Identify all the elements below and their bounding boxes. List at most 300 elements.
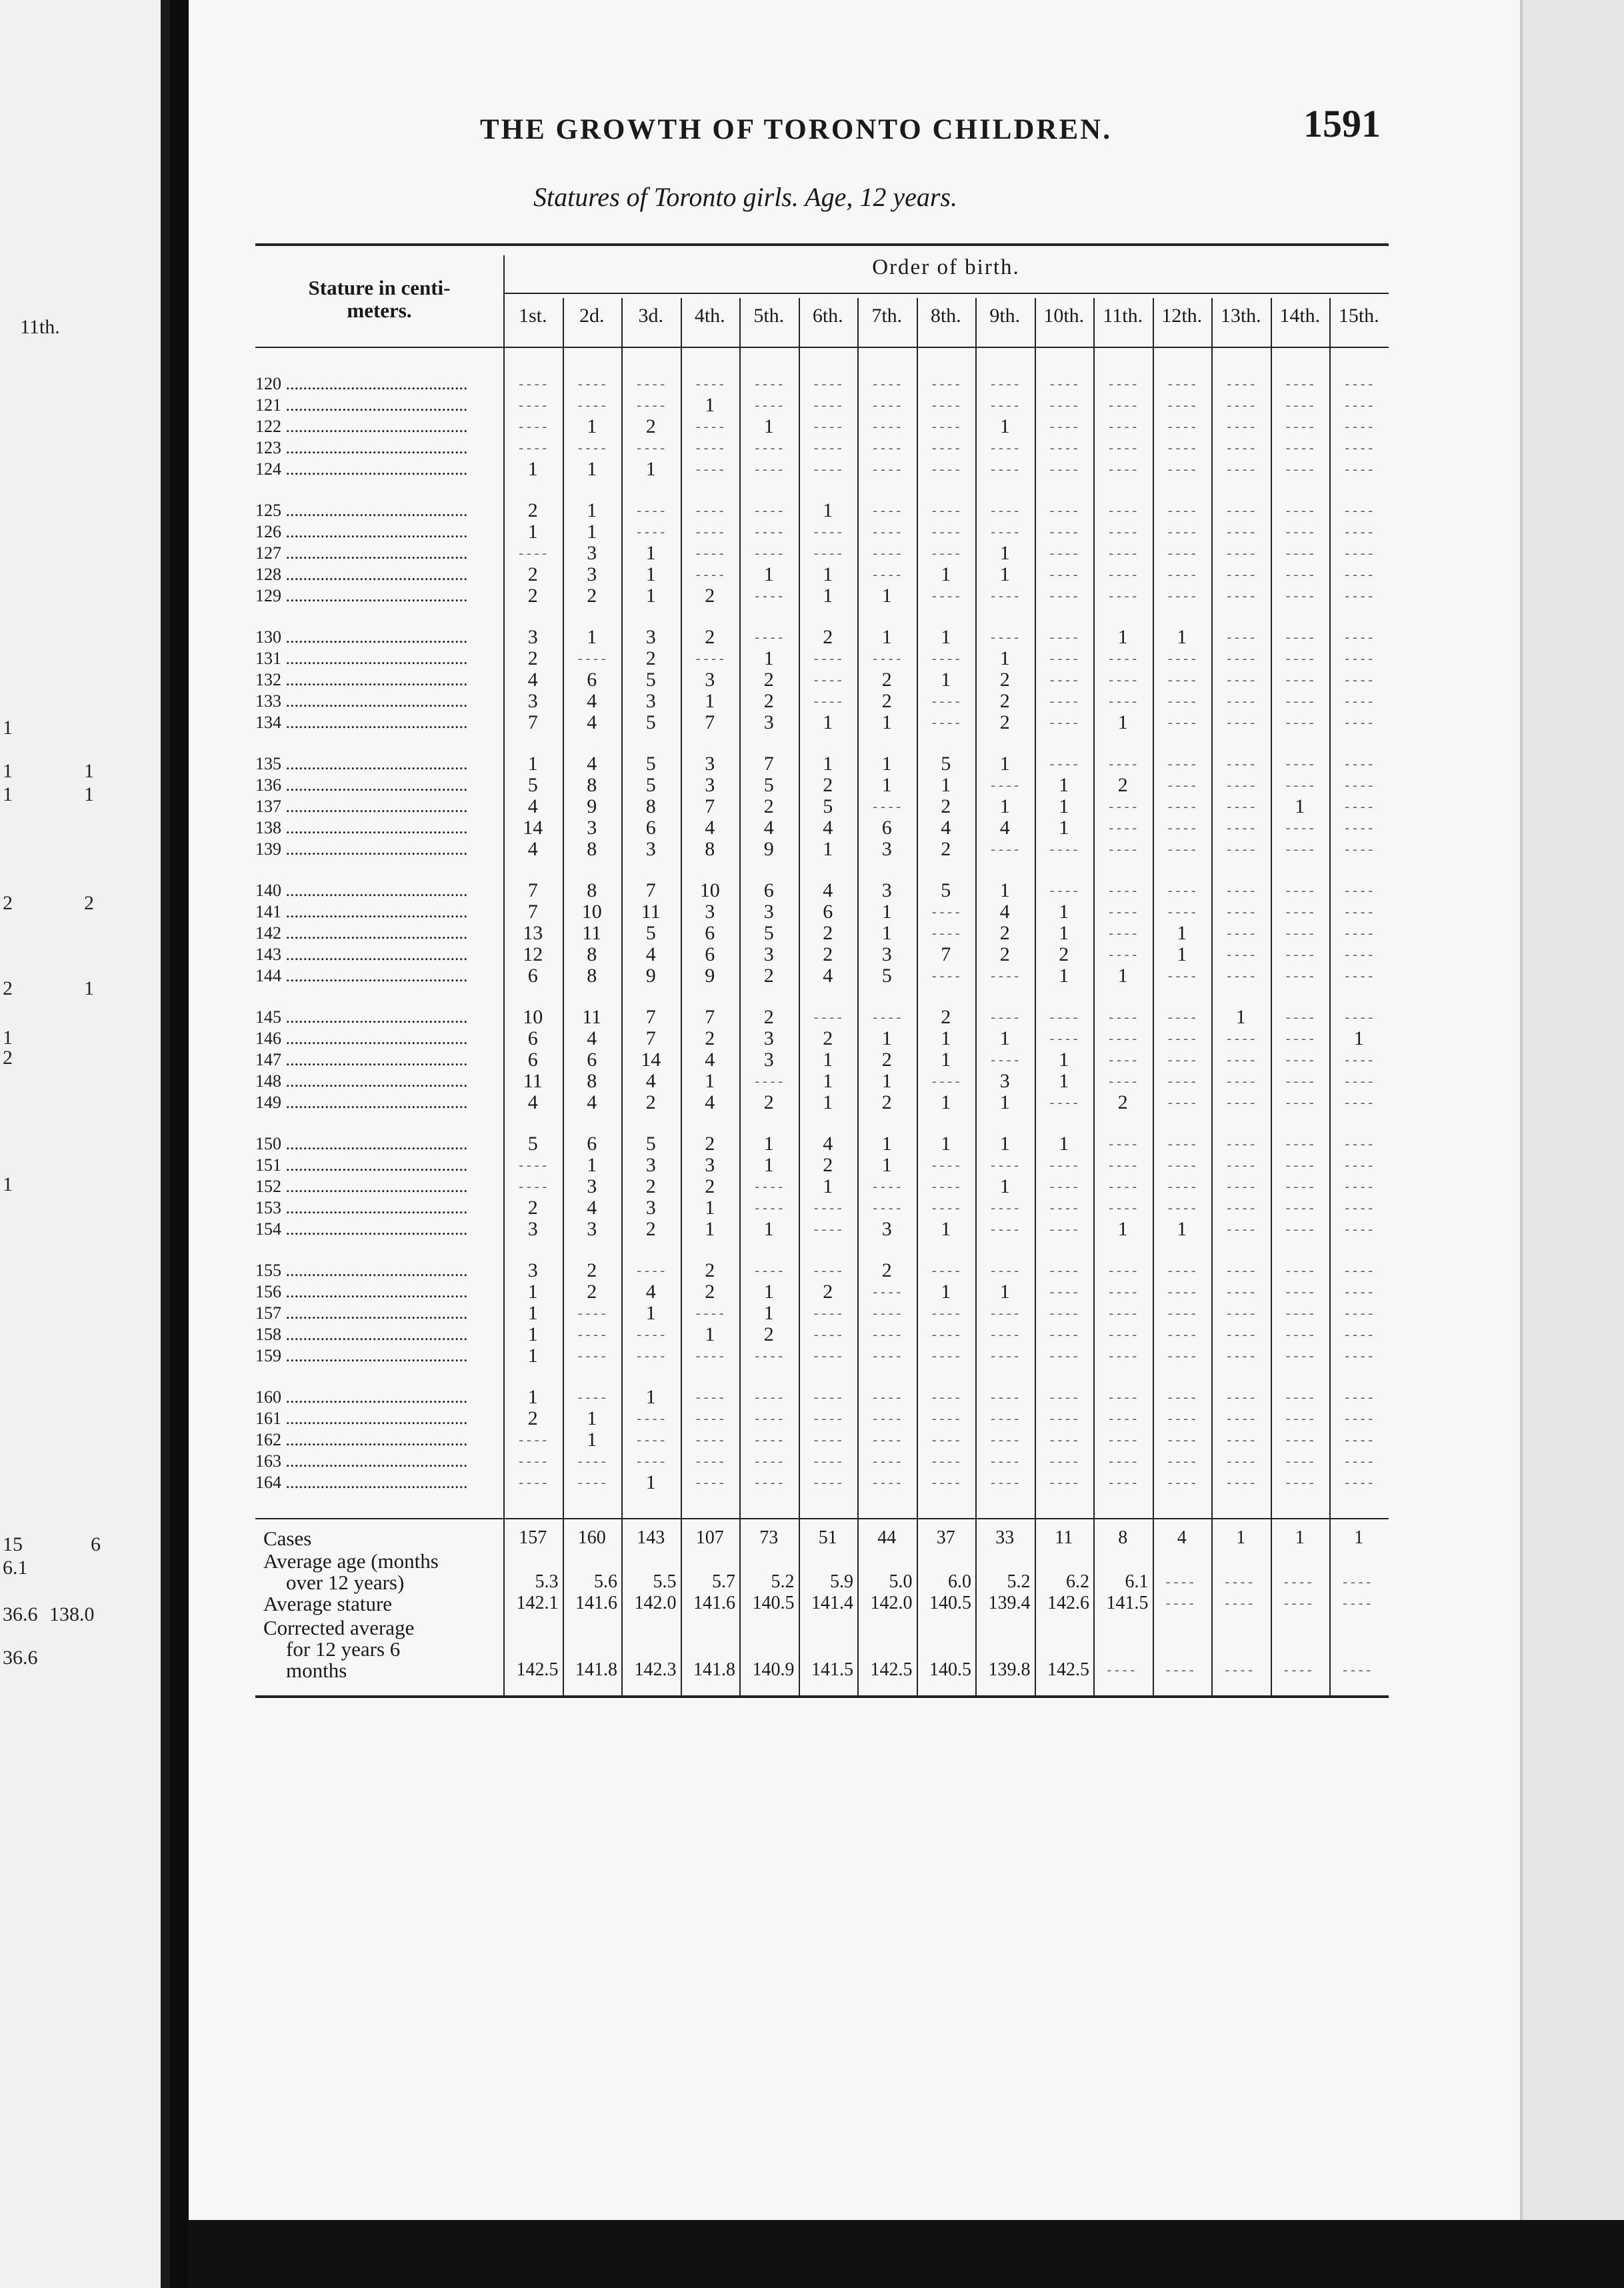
table-cell: 5 [645, 753, 656, 775]
table-cell: - - - - [813, 1390, 842, 1405]
table-cell: - - - - [1227, 883, 1255, 898]
table-cell: - - - - [1227, 1201, 1255, 1215]
table-cell: 1 [1059, 1133, 1069, 1155]
summary-cases-cell: 160 [577, 1527, 606, 1548]
table-cell: - - - - [1109, 757, 1137, 771]
table-cell: 3 [881, 1218, 892, 1240]
row-label [255, 753, 502, 775]
summary-avg-age-cell: - - - - [1343, 1575, 1371, 1589]
table-cell: - - - - [1227, 651, 1255, 666]
row-label [255, 437, 502, 459]
table-cell: - - - - [695, 419, 724, 434]
leader-dots: .......................................... [281, 1430, 468, 1449]
table-cell: 7 [527, 879, 538, 901]
table-cell: - - - - [1345, 673, 1373, 687]
table-cell: - - - - [1345, 1349, 1373, 1363]
table-cell: - - - - [1345, 1010, 1373, 1025]
table-cell: - - - - [1227, 419, 1255, 434]
table-cell: 2 [645, 415, 656, 437]
table-cell: 11 [641, 901, 661, 923]
table-cell: 1 [881, 901, 892, 923]
table-cell: 2 [705, 1133, 715, 1155]
table-cell: - - - - [755, 1349, 783, 1363]
table-cell: - - - - [813, 1263, 842, 1278]
table-cell: - - - - [1285, 947, 1314, 962]
table-cell: - - - - [1285, 377, 1314, 391]
table-cell: - - - - [873, 441, 901, 455]
leader-dots: .......................................... [281, 923, 468, 943]
table-cell: - - - - [931, 419, 960, 434]
table-cell: - - - - [1285, 1010, 1314, 1025]
table-cell: - - - - [1227, 377, 1255, 391]
table-cell: 4 [527, 1091, 538, 1113]
summary-avg-stature-cell: 142.6 [1047, 1593, 1089, 1613]
summary-avg-age-cell: 5.2 [1007, 1571, 1031, 1592]
leader-dots: .......................................... [281, 565, 468, 584]
summary-avg-stature-cell: - - - - [1225, 1596, 1253, 1611]
table-cell: - - - - [1167, 1411, 1196, 1426]
table-cell: - - - - [1109, 926, 1137, 941]
table-cell: 6 [823, 901, 833, 923]
leader-dots: .......................................... [281, 754, 468, 773]
summary-avg-stature-cell: - - - - [1165, 1596, 1194, 1611]
row-label [255, 1260, 502, 1281]
table-cell: - - - - [1227, 1222, 1255, 1237]
table-cell: 3 [999, 1070, 1010, 1092]
table-cell: - - - - [1109, 462, 1137, 477]
table-cell: - - - - [519, 377, 547, 391]
table-cell: - - - - [1285, 673, 1314, 687]
table-cell: 1 [941, 1133, 951, 1155]
table-cell: 1 [1059, 774, 1069, 796]
table-cell: 7 [527, 901, 538, 923]
table-cell: - - - - [1049, 1327, 1078, 1342]
table-cell: - - - - [873, 1411, 901, 1426]
table-cell: 3 [645, 1154, 656, 1176]
bottom-rule [255, 1695, 1389, 1698]
table-cell: - - - - [1285, 525, 1314, 539]
table-cell: - - - - [931, 525, 960, 539]
table-cell: 1 [645, 1386, 656, 1408]
left-fragment: 1 [3, 1027, 13, 1049]
table-cell: - - - - [1167, 1390, 1196, 1405]
leader-dots: .......................................... [281, 1219, 468, 1239]
table-cell: 1 [1117, 965, 1128, 987]
table-cell: 1 [881, 1154, 892, 1176]
table-cell: - - - - [1227, 821, 1255, 835]
table-cell: 1 [941, 669, 951, 691]
table-cell: - - - - [637, 377, 665, 391]
table-cell: - - - - [1167, 715, 1196, 730]
table-cell: - - - - [1285, 1053, 1314, 1067]
table-cell: - - - - [1285, 1306, 1314, 1321]
table-cell: 7 [705, 1006, 715, 1028]
table-cell: - - - - [1109, 883, 1137, 898]
table-cell: - - - - [1049, 419, 1078, 434]
table-cell: - - - - [695, 1433, 724, 1447]
table-cell: - - - - [991, 1411, 1019, 1426]
row-label [255, 839, 502, 860]
binding-gap [170, 0, 189, 2288]
table-cell: - - - - [1109, 905, 1137, 919]
table-cell: 1 [881, 626, 892, 648]
table-cell: - - - - [1167, 1433, 1196, 1447]
table-cell: - - - - [1227, 926, 1255, 941]
leader-dots: .......................................... [281, 797, 468, 816]
row-label [255, 521, 502, 543]
table-cell: - - - - [1049, 503, 1078, 518]
table-cell: 1 [1059, 965, 1069, 987]
table-cell: 5 [527, 1133, 538, 1155]
table-cell: 8 [587, 879, 597, 901]
stub-heading-text: Stature in centi- meters. [308, 276, 451, 322]
table-cell: 7 [527, 711, 538, 733]
table-cell: - - - - [1109, 567, 1137, 582]
summary-avg-stature-cell: - - - - [1343, 1596, 1371, 1611]
table-cell: - - - - [1049, 651, 1078, 666]
table-cell: 1 [587, 521, 597, 543]
stature-value: 162 [255, 1430, 281, 1449]
row-label [255, 1028, 502, 1049]
table-cell: 7 [705, 711, 715, 733]
table-cell: - - - - [1345, 694, 1373, 709]
table-cell: 1 [999, 1175, 1010, 1197]
table-cell: - - - - [1227, 525, 1255, 539]
stature-value: 131 [255, 649, 281, 668]
summary-avg-age-cell: 5.0 [889, 1571, 913, 1592]
table-cell: - - - - [1285, 462, 1314, 477]
table-cell: 2 [587, 1281, 597, 1303]
table-cell: - - - - [813, 1454, 842, 1469]
table-cell: - - - - [1345, 1475, 1373, 1490]
summary-cases-cell: 1 [1354, 1527, 1364, 1548]
table-cell: 3 [527, 1218, 538, 1240]
table-cell: 2 [823, 1027, 833, 1049]
table-cell: 3 [705, 774, 715, 796]
table-cell: 5 [941, 753, 951, 775]
table-cell: - - - - [813, 1222, 842, 1237]
table-cell: 6 [587, 1133, 597, 1155]
table-cell: - - - - [1285, 1095, 1314, 1110]
table-cell: - - - - [813, 673, 842, 687]
table-cell: - - - - [1345, 377, 1373, 391]
row-label [255, 373, 502, 395]
table-cell: - - - - [873, 1454, 901, 1469]
summary-avg-age-cell: - - - - [1225, 1575, 1253, 1589]
table-cell: - - - - [519, 1179, 547, 1194]
table-cell: 1 [999, 542, 1010, 564]
table-cell: - - - - [1227, 1263, 1255, 1278]
table-cell: 2 [763, 795, 774, 817]
table-cell: - - - - [1285, 1031, 1314, 1046]
table-cell: - - - - [695, 525, 724, 539]
table-cell: 1 [1117, 1218, 1128, 1240]
table-cell: 10 [699, 879, 720, 901]
table-cell: 1 [1059, 901, 1069, 923]
table-cell: 1 [527, 1281, 538, 1303]
table-cell: - - - - [695, 1454, 724, 1469]
table-cell: 5 [645, 922, 656, 944]
table-cell: - - - - [1167, 969, 1196, 983]
table-cell: 8 [587, 965, 597, 987]
table-cell: - - - - [1345, 757, 1373, 771]
table-cell: 8 [705, 838, 715, 860]
summary-cases-cell: 73 [759, 1527, 779, 1548]
table-cell: - - - - [1227, 1137, 1255, 1151]
table-cell: - - - - [931, 1074, 960, 1089]
table-cell: - - - - [1345, 546, 1373, 561]
column-header: 12th. [1161, 305, 1203, 327]
table-cell: - - - - [1227, 673, 1255, 687]
summary-cases-cell: 33 [995, 1527, 1015, 1548]
table-cell: - - - - [1049, 1349, 1078, 1363]
stature-value: 133 [255, 691, 281, 711]
table-cell: - - - - [695, 567, 724, 582]
table-cell: - - - - [991, 1327, 1019, 1342]
table-cell: - - - - [1285, 926, 1314, 941]
table-cell: 1 [1177, 943, 1187, 965]
leader-dots: .......................................... [281, 966, 468, 985]
summary-avg-age-cell: 6.1 [1125, 1571, 1149, 1592]
table-cell: - - - - [1227, 1390, 1255, 1405]
table-cell: 2 [705, 585, 715, 607]
table-cell: - - - - [1049, 1411, 1078, 1426]
table-cell: - - - - [1227, 969, 1255, 983]
table-cell: 9 [705, 965, 715, 987]
row-label [255, 901, 502, 923]
summary-avg-stature-cell: 141.6 [575, 1593, 617, 1613]
stature-value: 121 [255, 395, 281, 415]
table-cell: 1 [941, 1281, 951, 1303]
table-cell: - - - - [991, 1010, 1019, 1025]
table-cell: - - - - [931, 377, 960, 391]
stature-value: 139 [255, 839, 281, 859]
table-cell: - - - - [577, 441, 606, 455]
table-cell: - - - - [1167, 462, 1196, 477]
table-cell: - - - - [1285, 1454, 1314, 1469]
table-cell: - - - - [931, 1349, 960, 1363]
table-cell: - - - - [1109, 1263, 1137, 1278]
table-cell: 6 [705, 943, 715, 965]
table-cell: - - - - [755, 1390, 783, 1405]
table-cell: - - - - [577, 651, 606, 666]
table-cell: - - - - [755, 1074, 783, 1089]
table-cell: 1 [645, 585, 656, 607]
table-cell: 2 [705, 1175, 715, 1197]
row-label [255, 1219, 502, 1240]
table-cell: - - - - [1345, 799, 1373, 814]
table-cell: - - - - [931, 1411, 960, 1426]
table-cell: 1 [999, 647, 1010, 669]
table-cell: 8 [587, 943, 597, 965]
table-cell: 1 [705, 690, 715, 712]
table-cell: - - - - [873, 1475, 901, 1490]
table-cell: 6 [705, 922, 715, 944]
table-cell: - - - - [1227, 778, 1255, 793]
table-cell: - - - - [1049, 1010, 1078, 1025]
leader-dots: .......................................... [281, 1155, 468, 1175]
table-cell: - - - - [1285, 1263, 1314, 1278]
summary-cases-cell: 157 [519, 1527, 547, 1548]
summary-avg-age-cell: 5.3 [535, 1571, 559, 1592]
table-cell: 10 [523, 1006, 543, 1028]
stature-value: 125 [255, 501, 281, 520]
leader-dots: .......................................... [281, 395, 468, 415]
table-cell: - - - - [873, 503, 901, 518]
leader-dots: .......................................... [281, 1303, 468, 1323]
table-cell: - - - - [1285, 398, 1314, 413]
table-cell: 2 [645, 1091, 656, 1113]
table-cell: - - - - [931, 1179, 960, 1194]
summary-avg-age-cell: 5.7 [712, 1571, 735, 1592]
table-cell: - - - - [1285, 1137, 1314, 1151]
table-cell: - - - - [1167, 398, 1196, 413]
left-fragment: 138.0 [49, 1603, 95, 1625]
table-cell: 1 [1295, 795, 1305, 817]
table-cell: - - - - [813, 1201, 842, 1215]
row-label [255, 627, 502, 648]
table-cell: 1 [587, 1407, 597, 1429]
table-cell: - - - - [1227, 1285, 1255, 1299]
row-label [255, 1176, 502, 1197]
row-label [255, 1281, 502, 1303]
leader-dots: .......................................... [281, 1282, 468, 1301]
table-cell: - - - - [1345, 1074, 1373, 1089]
table-cell: - - - - [1109, 1433, 1137, 1447]
table-cell: 3 [587, 563, 597, 585]
summary-avg-stature-cell: 141.6 [693, 1593, 735, 1613]
table-cell: - - - - [1049, 1031, 1078, 1046]
table-cell: - - - - [1049, 525, 1078, 539]
table-cell: 5 [763, 774, 774, 796]
table-cell: - - - - [695, 1390, 724, 1405]
table-cell: 2 [763, 669, 774, 691]
table-cell: 14 [641, 1049, 661, 1071]
table-cell: - - - - [1109, 589, 1137, 603]
table-cell: 1 [587, 499, 597, 521]
table-cell: - - - - [873, 1327, 901, 1342]
table-cell: 2 [1117, 774, 1128, 796]
table-cell: - - - - [1049, 757, 1078, 771]
table-cell: 2 [999, 669, 1010, 691]
table-cell: 1 [941, 1218, 951, 1240]
table-cell: 1 [1059, 1049, 1069, 1071]
left-fragment: 36.6 [3, 1603, 38, 1625]
table-cell: - - - - [1167, 673, 1196, 687]
table-cell: - - - - [813, 1306, 842, 1321]
table-cell: - - - - [1345, 503, 1373, 518]
table-cell: 2 [705, 1027, 715, 1049]
table-cell: - - - - [1167, 651, 1196, 666]
page-edge [1520, 0, 1624, 2288]
table-cell: 7 [645, 1027, 656, 1049]
table-cell: 4 [645, 943, 656, 965]
table-cell: 4 [527, 838, 538, 860]
leader-dots: .......................................... [281, 501, 468, 520]
avg-stature-label: Average stature [263, 1592, 393, 1615]
group-heading: Order of birth. [872, 255, 1020, 279]
table-cell: - - - - [873, 799, 901, 814]
table-cell: - - - - [1227, 1179, 1255, 1194]
table-cell: 12 [523, 943, 543, 965]
table-cell: - - - - [1109, 1137, 1137, 1151]
table-cell: - - - - [577, 1327, 606, 1342]
table-cell: - - - - [931, 1454, 960, 1469]
table-cell: - - - - [1109, 1179, 1137, 1194]
stature-value: 152 [255, 1177, 281, 1196]
table-cell: - - - - [1285, 715, 1314, 730]
table-cell: - - - - [1167, 799, 1196, 814]
summary-cases-cell: 37 [936, 1527, 955, 1548]
summary-avg-stature-cell: 139.4 [988, 1593, 1031, 1613]
stature-value: 137 [255, 797, 281, 816]
table-cell: - - - - [873, 1010, 901, 1025]
table-cell: - - - - [931, 926, 960, 941]
table-cell: - - - - [813, 1411, 842, 1426]
summary-cases-cell: 8 [1118, 1527, 1128, 1548]
stature-value: 157 [255, 1303, 281, 1323]
table-cell: 11 [582, 1006, 602, 1028]
table-cell: 2 [587, 1259, 597, 1281]
table-cell: 2 [823, 922, 833, 944]
table-cell: - - - - [991, 778, 1019, 793]
column-header: 13th. [1220, 305, 1261, 327]
table-cell: - - - - [1109, 1201, 1137, 1215]
summary-avg-stature-cell: 140.5 [929, 1593, 971, 1613]
table-cell: - - - - [991, 589, 1019, 603]
table-cell: 1 [527, 458, 538, 480]
table-cell: - - - - [1167, 1454, 1196, 1469]
table-cell: - - - - [1345, 1137, 1373, 1151]
table-cell: - - - - [1227, 1095, 1255, 1110]
table-cell: - - - - [637, 1349, 665, 1363]
left-fragment: 1 [3, 783, 13, 805]
table-cell: - - - - [1049, 398, 1078, 413]
table-cell: 9 [763, 838, 774, 860]
table-cell: 1 [999, 563, 1010, 585]
table-cell: - - - - [695, 651, 724, 666]
table-cell: 7 [705, 795, 715, 817]
table-cell: 1 [999, 1133, 1010, 1155]
table-cell: - - - - [1345, 1158, 1373, 1173]
table-cell: - - - - [1109, 821, 1137, 835]
stature-value: 135 [255, 754, 281, 773]
table-cell: - - - - [1345, 1095, 1373, 1110]
table-cell: 3 [527, 690, 538, 712]
summary-cases-cell: 44 [877, 1527, 897, 1548]
table-cell: - - - - [1167, 1053, 1196, 1067]
header-rule [255, 347, 1389, 348]
table-cell: - - - - [991, 1158, 1019, 1173]
table-cell: - - - - [1167, 441, 1196, 455]
table-cell: 1 [763, 563, 774, 585]
table-cell: - - - - [695, 1306, 724, 1321]
table-cell: 2 [881, 1259, 892, 1281]
table-cell: - - - - [1345, 842, 1373, 857]
stature-value: 141 [255, 902, 281, 921]
table-cell: - - - - [1285, 905, 1314, 919]
table-cell: 5 [645, 669, 656, 691]
table-cell: 4 [587, 1197, 597, 1219]
table-cell: - - - - [1285, 651, 1314, 666]
table-cell: - - - - [1285, 883, 1314, 898]
left-fragment: 2 [84, 892, 94, 914]
table-cell: - - - - [1049, 1433, 1078, 1447]
table-cell: 1 [823, 585, 833, 607]
table-cell: - - - - [1285, 546, 1314, 561]
table-cell: 1 [941, 1091, 951, 1113]
table-cell: - - - - [1109, 651, 1137, 666]
